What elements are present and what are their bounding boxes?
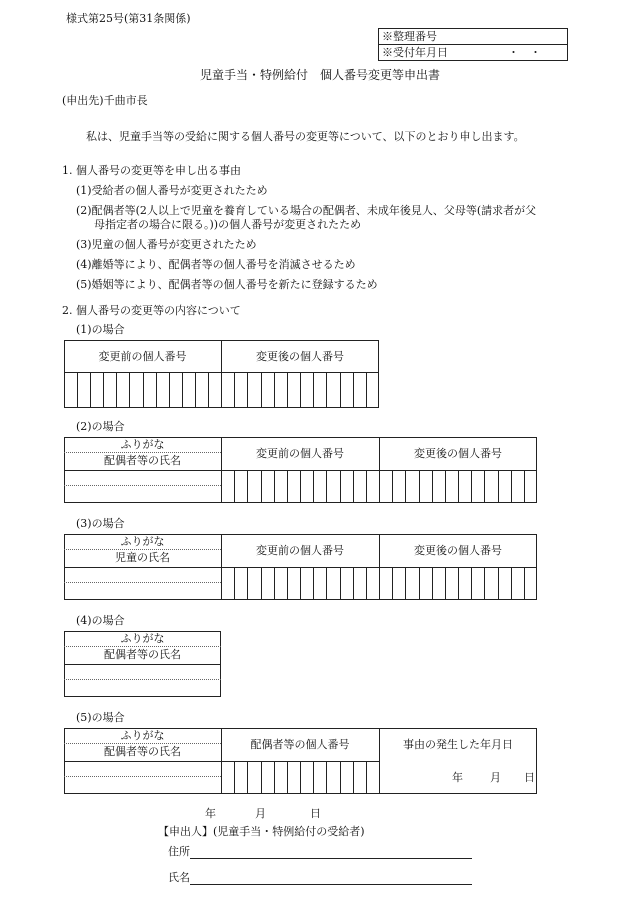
digit-cell-divider — [274, 567, 275, 600]
digit-cell-divider — [340, 761, 341, 794]
case3-before-header: 変更前の個人番号 — [256, 544, 344, 557]
digit-cell-divider — [300, 761, 301, 794]
case4-furigana-label: ふりがな — [120, 632, 165, 645]
digit-cell-divider — [261, 761, 262, 794]
case4-label: (4)の場合 — [76, 614, 125, 627]
digit-cell-divider — [182, 372, 183, 408]
digit-cell-divider — [524, 470, 525, 503]
digit-cell-divider — [116, 372, 117, 408]
digit-cell-divider — [287, 761, 288, 794]
digit-cell-divider — [274, 761, 275, 794]
digit-cell-divider — [524, 567, 525, 600]
case5-month-label: 月 — [490, 771, 501, 784]
digit-cell-divider — [471, 567, 472, 600]
digit-cell-divider — [234, 567, 235, 600]
digit-cell-divider — [326, 470, 327, 503]
digit-cell-divider — [195, 372, 196, 408]
digit-cell-divider — [471, 470, 472, 503]
digit-cell-divider — [405, 470, 406, 503]
digit-cell-divider — [103, 372, 104, 408]
digit-cell-divider — [484, 567, 485, 600]
digit-cell-divider — [432, 567, 433, 600]
digit-cell-divider — [300, 567, 301, 600]
digit-cell-divider — [353, 567, 354, 600]
case1-after-header: 変更後の個人番号 — [256, 350, 344, 363]
digit-cell-divider — [274, 372, 275, 408]
digit-cell-divider — [247, 567, 248, 600]
digit-cell-divider — [353, 761, 354, 794]
digit-cell-divider — [419, 470, 420, 503]
reason-item-3: (3)児童の個人番号が変更されたため — [76, 238, 257, 251]
case3-name-label: 児童の氏名 — [115, 551, 170, 564]
digit-cell-divider — [313, 761, 314, 794]
digit-cell-divider — [261, 470, 262, 503]
address-label: 住所 — [168, 845, 190, 858]
section1-heading: 1. 個人番号の変更等を申し出る事由 — [62, 164, 241, 177]
reason-item-2-cont: 母指定者の場合に限る。))の個人番号が変更されたため — [94, 218, 362, 231]
case2-label: (2)の場合 — [76, 420, 125, 433]
digit-cell-divider — [445, 470, 446, 503]
digit-cell-divider — [156, 372, 157, 408]
case2-furigana-label: ふりがな — [120, 438, 165, 451]
digit-cell-divider — [484, 470, 485, 503]
digit-cell-divider — [405, 567, 406, 600]
case3-label: (3)の場合 — [76, 517, 125, 530]
ref-no-label: ※整理番号 — [382, 30, 437, 43]
digit-cell-divider — [300, 372, 301, 408]
digit-cell-divider — [287, 567, 288, 600]
digit-cell-divider — [77, 372, 78, 408]
reason-item-5: (5)婚姻等により、配偶者等の個人番号を新たに登録するため — [76, 278, 378, 291]
digit-cell-divider — [366, 567, 367, 600]
digit-cell-divider — [313, 567, 314, 600]
digit-cell-divider — [326, 372, 327, 408]
case5-label: (5)の場合 — [76, 711, 125, 724]
case4-name-label: 配偶者等の氏名 — [104, 648, 181, 661]
digit-cell-divider — [313, 470, 314, 503]
digit-cell-divider — [274, 470, 275, 503]
case5-number-header: 配偶者等の個人番号 — [250, 738, 350, 751]
date-year-label: 年 — [205, 807, 216, 820]
digit-cell-divider — [458, 470, 459, 503]
received-date-dots: ・ ・ — [508, 46, 541, 59]
address-field-line[interactable] — [190, 858, 472, 859]
case5-furigana-label: ふりがな — [120, 729, 165, 742]
digit-cell-divider — [326, 567, 327, 600]
digit-cell-divider — [340, 372, 341, 408]
digit-cell-divider — [247, 372, 248, 408]
digit-cell-divider — [511, 470, 512, 503]
addressee: (申出先)千曲市長 — [62, 94, 148, 107]
case3-furigana-label: ふりがな — [120, 535, 165, 548]
case2-before-header: 変更前の個人番号 — [256, 447, 344, 460]
case1-label: (1)の場合 — [76, 323, 125, 336]
digit-cell-divider — [261, 372, 262, 408]
case5-year-label: 年 — [452, 771, 463, 784]
case3-after-header: 変更後の個人番号 — [414, 544, 502, 557]
name-label: 氏名 — [168, 871, 190, 884]
date-month-label: 月 — [255, 807, 266, 820]
digit-cell-divider — [129, 372, 130, 408]
digit-cell-divider — [340, 567, 341, 600]
intro-text: 私は、児童手当等の受給に関する個人番号の変更等について、以下のとおり申し出ます。 — [86, 130, 525, 143]
date-day-label: 日 — [310, 807, 321, 820]
digit-cell-divider — [247, 470, 248, 503]
digit-cell-divider — [287, 470, 288, 503]
section2-heading: 2. 個人番号の変更等の内容について — [62, 304, 241, 317]
case2-after-header: 変更後の個人番号 — [414, 447, 502, 460]
digit-cell-divider — [366, 761, 367, 794]
case5-name-label: 配偶者等の氏名 — [104, 745, 181, 758]
digit-cell-divider — [511, 567, 512, 600]
received-date-label: ※受付年月日 — [382, 46, 448, 59]
digit-cell-divider — [261, 567, 262, 600]
digit-cell-divider — [392, 470, 393, 503]
digit-cell-divider — [419, 567, 420, 600]
document-title: 児童手当・特例給付 個人番号変更等申出書 — [200, 68, 441, 82]
digit-cell-divider — [208, 372, 209, 408]
digit-cell-divider — [432, 470, 433, 503]
digit-cell-divider — [340, 470, 341, 503]
digit-cell-divider — [90, 372, 91, 408]
case5-day-label: 日 — [524, 771, 535, 784]
reason-item-1: (1)受給者の個人番号が変更されたため — [76, 184, 268, 197]
form-number: 様式第25号(第31条関係) — [66, 12, 191, 25]
case1-before-header: 変更前の個人番号 — [98, 350, 187, 363]
digit-cell-divider — [287, 372, 288, 408]
digit-cell-divider — [234, 372, 235, 408]
name-field-line[interactable] — [190, 884, 472, 885]
digit-cell-divider — [234, 761, 235, 794]
reason-item-4: (4)離婚等により、配偶者等の個人番号を消滅させるため — [76, 258, 356, 271]
digit-cell-divider — [445, 567, 446, 600]
digit-cell-divider — [392, 567, 393, 600]
digit-cell-divider — [458, 567, 459, 600]
digit-cell-divider — [353, 470, 354, 503]
digit-cell-divider — [234, 470, 235, 503]
digit-cell-divider — [353, 372, 354, 408]
digit-cell-divider — [366, 372, 367, 408]
digit-cell-divider — [498, 470, 499, 503]
reason-item-2: (2)配偶者等(2人以上で児童を養育している場合の配偶者、未成年後見人、父母等(請求者が父 — [76, 204, 537, 217]
digit-cell-divider — [313, 372, 314, 408]
case5-date-header: 事由の発生した年月日 — [403, 738, 513, 751]
digit-cell-divider — [326, 761, 327, 794]
digit-cell-divider — [247, 761, 248, 794]
digit-cell-divider — [143, 372, 144, 408]
digit-cell-divider — [366, 470, 367, 503]
case2-name-label: 配偶者等の氏名 — [104, 454, 181, 467]
digit-cell-divider — [300, 470, 301, 503]
applicant-heading: 【申出人】(児童手当・特例給付の受給者) — [158, 825, 365, 838]
digit-cell-divider — [498, 567, 499, 600]
digit-cell-divider — [169, 372, 170, 408]
